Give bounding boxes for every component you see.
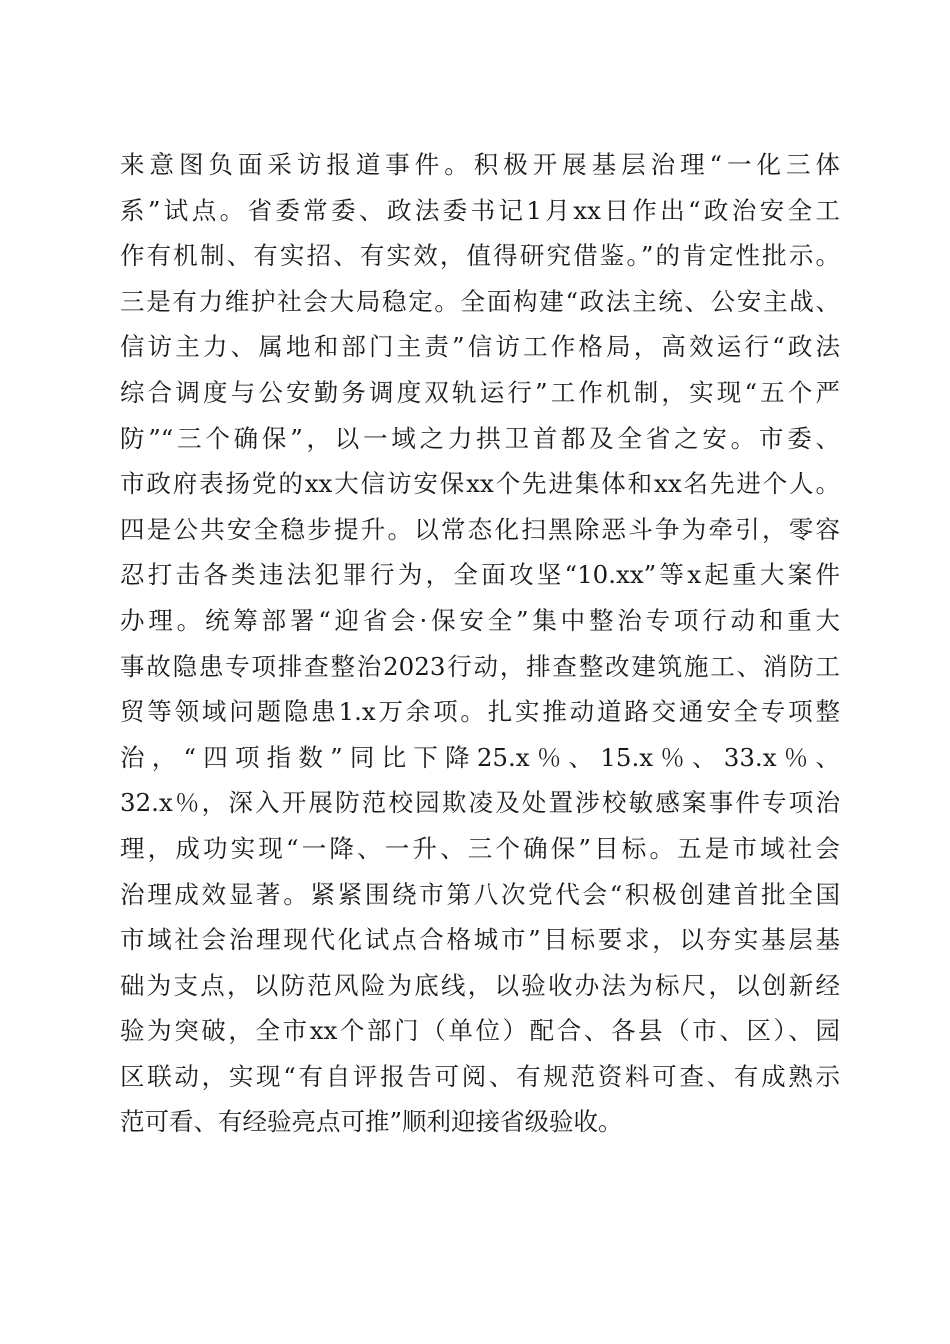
text-line-5: 信访主力、属地和部门主责”信访工作格局，高效运行“政法 [120, 332, 840, 362]
text-line-14: 治，“四项指数”同比下降25.x％、15.x％、33.x％、 [120, 742, 840, 772]
text-line-18: 市域社会治理现代化试点合格城市”目标要求，以夯实基层基 [120, 925, 840, 955]
text-line-8: 市政府表扬党的xx大信访安保xx个先进集体和xx名先进个人。 [120, 469, 840, 499]
text-line-15: 32.x％，深入开展防范校园欺凌及处置涉校敏感案事件专项治 [120, 788, 840, 818]
text-line-21: 区联动，实现“有自评报告可阅、有规范资料可查、有成熟示 [120, 1061, 840, 1091]
text-line-13: 贸等领域问题隐患1.x万余项。扎实推动道路交通安全专项整 [120, 697, 840, 727]
text-line-12: 事故隐患专项排查整治2023行动，排查整改建筑施工、消防工 [120, 651, 840, 681]
text-line-9: 四是公共安全稳步提升。以常态化扫黑除恶斗争为牵引，零容 [120, 514, 840, 544]
text-line-19: 础为支点，以防范风险为底线，以验收办法为标尺，以创新经 [120, 970, 840, 1000]
body-paragraph [120, 142, 840, 1145]
text-line-10: 忍打击各类违法犯罪行为，全面攻坚“10.xx”等x起重大案件 [120, 560, 840, 590]
text-line-17: 治理成效显著。紧紧围绕市第八次党代会“积极创建首批全国 [120, 879, 840, 909]
text-line-22: 范可看、有经验亮点可推”顺利迎接省级验收。 [120, 1107, 623, 1137]
text-line-16: 理，成功实现“一降、一升、三个确保”目标。五是市域社会 [120, 833, 840, 863]
text-line-3: 作有机制、有实招、有实效，值得研究借鉴。”的肯定性批示。 [120, 241, 840, 271]
text-line-20: 验为突破，全市xx个部门（单位）配合、各县（市、区）、园 [120, 1016, 840, 1046]
text-line-11: 办理。统筹部署“迎省会·保安全”集中整治专项行动和重大 [120, 605, 840, 635]
text-line-1: 来意图负面采访报道事件。积极开展基层治理“一化三体 [120, 150, 840, 179]
text-line-4: 三是有力维护社会大局稳定。全面构建“政法主统、公安主战、 [120, 286, 840, 316]
text-line-6: 综合调度与公安勤务调度双轨运行”工作机制，实现“五个严 [120, 377, 840, 407]
text-line-7: 防”“三个确保”，以一域之力拱卫首都及全省之安。市委、 [120, 423, 840, 453]
text-line-2: 系”试点。省委常委、政法委书记1月xx日作出“政治安全工 [120, 195, 840, 225]
